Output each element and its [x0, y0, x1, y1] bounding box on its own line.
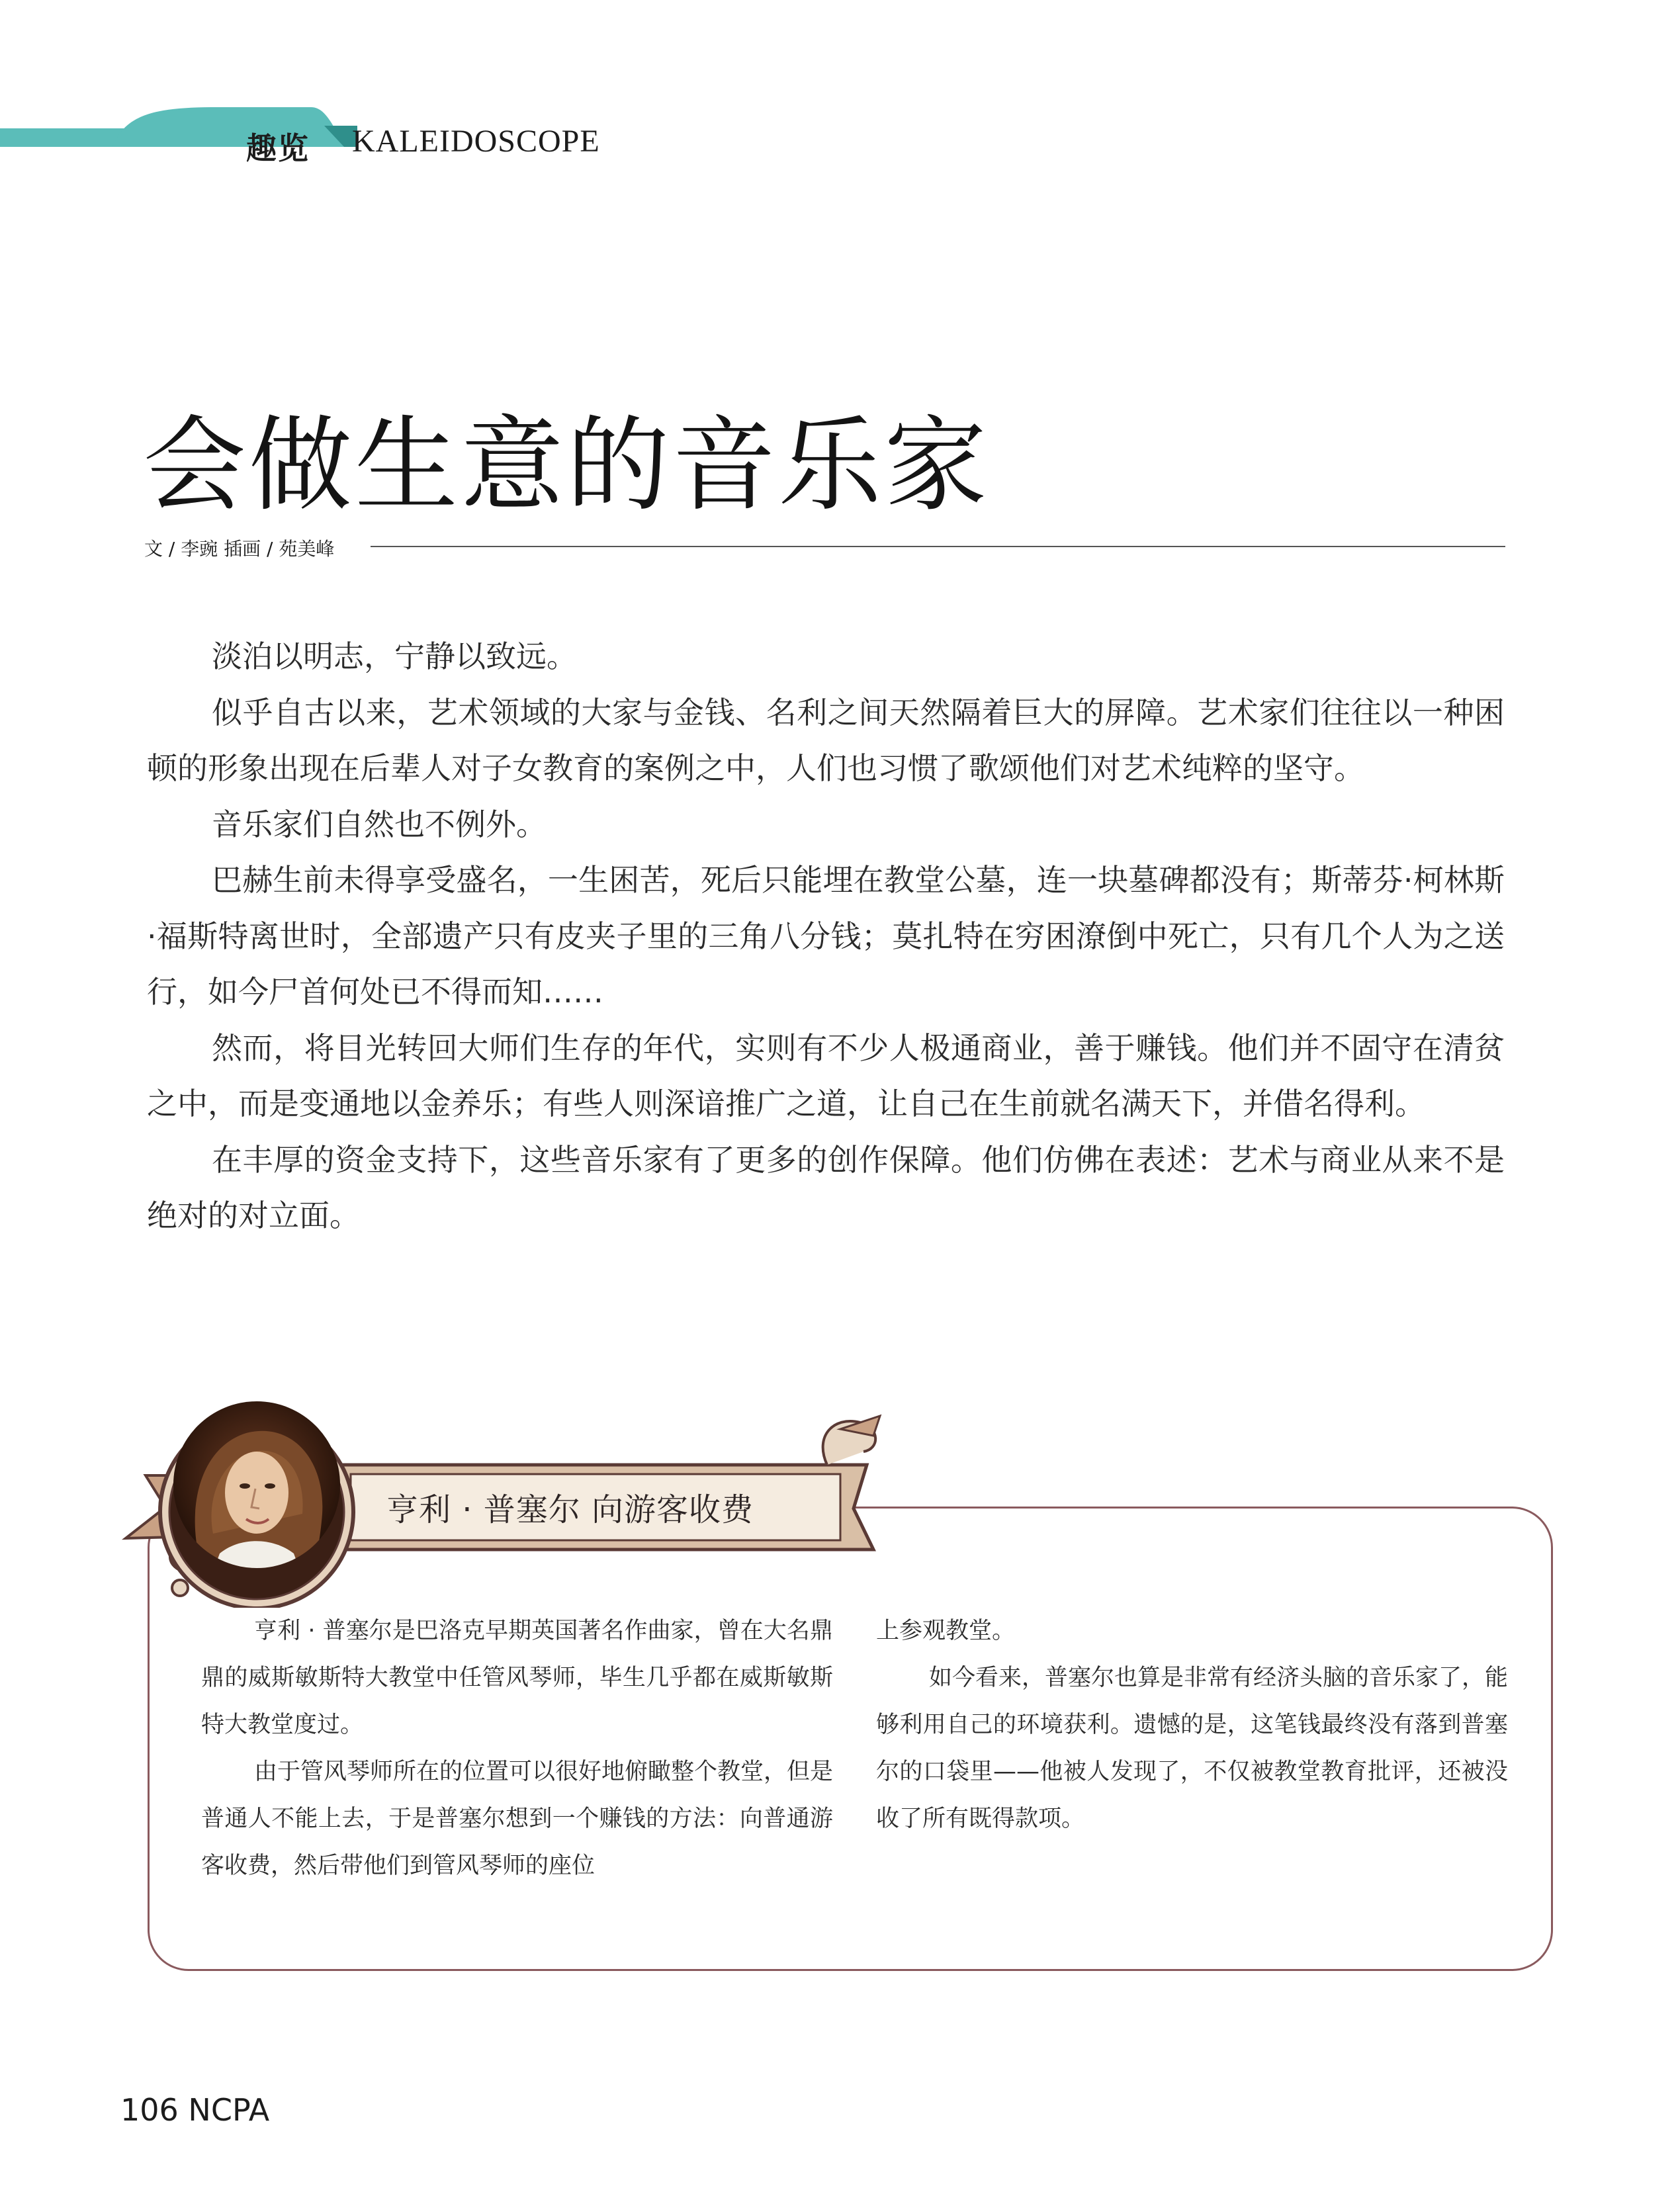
paragraph: 音乐家们自然也不例外。: [212, 806, 547, 842]
paragraph: 似乎自古以来，艺术领域的大家与金钱、名利之间天然隔着巨大的屏障。艺术家们往往以一种困顿的形象出现在后辈人对子女教育的案例之中，人们也习惯了歌颂他们对艺术纯粹的坚守。: [147, 694, 1505, 786]
sidebar-title: 亨利 · 普塞尔 向游客收费: [386, 1491, 754, 1528]
paragraph: 淡泊以明志，宁静以致远。: [212, 638, 577, 674]
article-title: 会做生意的音乐家: [143, 404, 990, 525]
paragraph: 亨利 · 普塞尔是巴洛克早期英国著名作曲家，曾在大名鼎鼎的威斯敏斯特大教堂中任管风琴师，毕生几乎都在威斯敏斯特大教堂度过。: [201, 1618, 833, 1738]
article-body: [147, 629, 1505, 1244]
paragraph: 然而，将目光转回大师们生存的年代，实则有不少人极通商业，善于赚钱。他们并不固守在清贫之中，而是变通地以金养乐；有些人则深谙推广之道，让自己在生前就名满天下，并借名得利。: [147, 1029, 1505, 1121]
paragraph: 在丰厚的资金支持下，这些音乐家有了更多的创作保障。他们仿佛在表述：艺术与商业从来不是绝对的对立面。: [147, 1141, 1505, 1233]
section-label-cn: 趣览: [246, 130, 310, 166]
paragraph: 巴赫生前未得享受盛名，一生困苦，死后只能埋在教堂公墓，连一块墓碑都没有；斯蒂芬·柯林斯·福斯特离世时，全部遗产只有皮夹子里的三角八分钱；莫扎特在穷困潦倒中死亡，只有几个人为之送行，如今尸首何处已不得而知……: [147, 862, 1505, 1010]
sidebar-column-left: [201, 1608, 833, 1890]
purcell-portrait-icon: [173, 1401, 340, 1568]
paragraph: 如今看来，普塞尔也算是非常有经济头脑的音乐家了，能够利用自己的环境获利。遗憾的是，这笔钱最终没有落到普塞尔的口袋里——他被人发现了，不仅被教堂教育批评，还被没收了所有既得款项。: [876, 1665, 1509, 1832]
section-label-en: KALEIDOSCOPE: [352, 124, 600, 159]
byline-divider: [371, 546, 1505, 547]
byline: 文 / 李豌 插画 / 苑美峰: [144, 535, 350, 561]
paragraph: 由于管风琴师所在的位置可以很好地俯瞰整个教堂，但是普通人不能上去，于是普塞尔想到一个赚钱的方法：向普通游客收费，然后带他们到管风琴师的座位: [201, 1759, 834, 1879]
paragraph-continued: 上参观教堂。: [876, 1618, 1016, 1644]
page-footer: 106 NCPA: [120, 2092, 270, 2128]
sidebar-column-right: [876, 1608, 1508, 1843]
